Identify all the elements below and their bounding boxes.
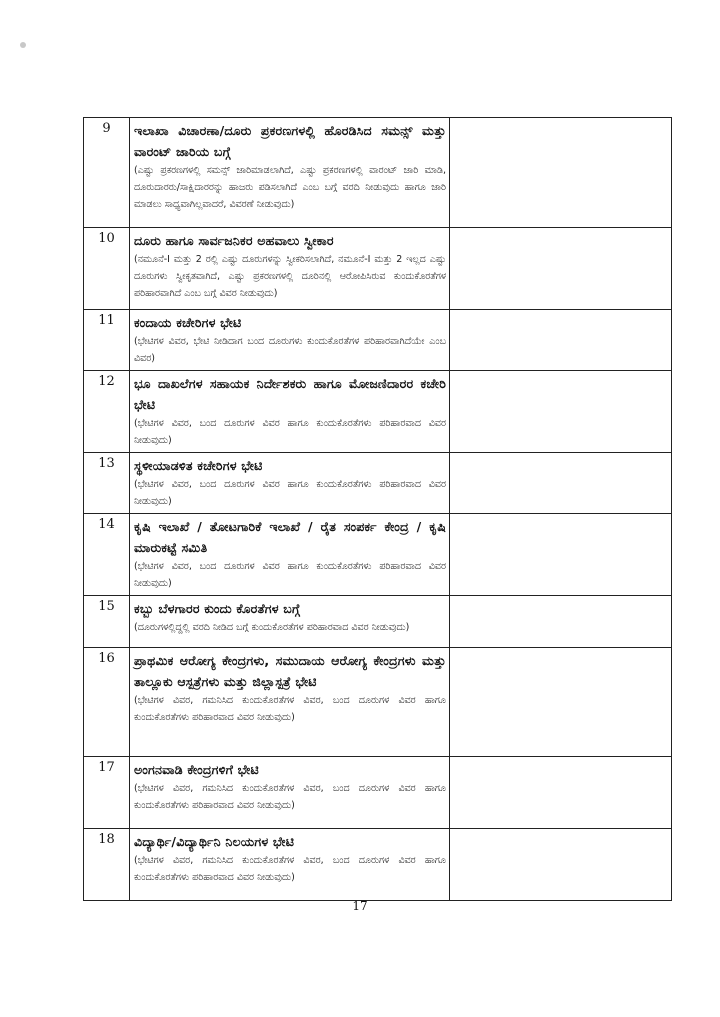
row-description (130, 829, 450, 901)
row-note: (ಭೇಟಿಗಳ ವಿವರ, ಬಂದ ದೂರುಗಳ ವಿವರ ಹಾಗೂ ಕುಂದುಕೊರತೆಗಳು ಪರಿಹಾರವಾದ ವಿವರ ನೀಡುವುದು) (134, 561, 446, 589)
row-number: 18 (84, 829, 130, 901)
row-number: 17 (84, 757, 130, 829)
table-row (84, 514, 672, 596)
table-row (84, 310, 672, 371)
table-row (84, 757, 672, 829)
row-note: (ಭೇಟಿಗಳ ವಿವರ, ಗಮನಿಸಿದ ಕುಂದುಕೊರತೆಗಳ ವಿವರ, ಬಂದ ದೂರುಗಳ ವಿವರ ಹಾಗೂ ಕುಂದುಕೊರತೆಗಳು ಪರಿಹಾರವಾದ ವಿವರ ನೀಡುವುದು) (134, 695, 446, 723)
row-note: (ಎಷ್ಟು ಪ್ರಕರಣಗಳಲ್ಲಿ ಸಮನ್ಸ್ ಜಾರಿಮಾಡಲಾಗಿದೆ, ಎಷ್ಟು ಪ್ರಕರಣಗಳಲ್ಲಿ ವಾರಂಟ್ ಜಾರಿ ಮಾಡಿ, ದೂರುದಾರರು/ಸಾಕ್ಷಿದಾರರನ್ನು ಹಾಜರು ಪಡಿಸಲಾಗಿದೆ ಎಂಬ ಬಗ್ಗೆ ವರದಿ ನೀಡುವುದು ಹಾಗೂ ಜಾರಿ ಮಾಡಲು ಸಾಧ್ಯವಾಗಿಲ್ಲವಾದರೆ, ವಿವರಣೆ ನೀಡುವುದು) (134, 165, 446, 210)
row-description (130, 228, 450, 310)
row-description (130, 371, 450, 453)
row-title: ಇಲಾಖಾ ವಿಚಾರಣಾ/ದೂರು ಪ್ರಕರಣಗಳಲ್ಲಿ ಹೊರಡಿಸಿದ ಸಮನ್ಸ್ ಮತ್ತು ವಾರಂಟ್ ಜಾರಿಯ ಬಗ್ಗೆ (134, 123, 446, 159)
table-row (84, 228, 672, 310)
table-row (84, 371, 672, 453)
row-note: (ನಮೂನೆ-I ಮತ್ತು 2 ರಲ್ಲಿ ಎಷ್ಟು ದೂರುಗಳನ್ನು ಸ್ವೀಕರಿಸಲಾಗಿದೆ, ನಮೂನೆ-I ಮತ್ತು 2 ಇಲ್ಲದ ಎಷ್ಟು ದೂರುಗಳು ಸ್ವೀಕೃತವಾಗಿದೆ, ಎಷ್ಟು ಪ್ರಕರಣಗಳಲ್ಲಿ ದೂರಿನಲ್ಲಿ ಆರೋಪಿಸಿರುವ ಕುಂದುಕೊರತೆಗಳ ಪರಿಹಾರವಾಗಿದೆ ಎಂಬ ಬಗ್ಗೆ ವಿವರ ನೀಡುವುದು) (134, 254, 446, 299)
row-description (130, 118, 450, 228)
row-description (130, 453, 450, 514)
row-note: (ಭೇಟಿಗಳ ವಿವರ, ಬಂದ ದೂರುಗಳ ವಿವರ ಹಾಗೂ ಕುಂದುಕೊರತೆಗಳು ಪರಿಹಾರವಾದ ವಿವರ ನೀಡುವುದು) (134, 479, 446, 507)
remarks-cell (450, 648, 672, 757)
row-description (130, 514, 450, 596)
remarks-cell (450, 596, 672, 648)
remarks-cell (450, 228, 672, 310)
row-number: 11 (84, 310, 130, 371)
row-number: 16 (84, 648, 130, 757)
row-number: 14 (84, 514, 130, 596)
row-title: ಕಂದಾಯ ಕಚೇರಿಗಳ ಭೇಟಿ (134, 315, 242, 330)
row-number: 10 (84, 228, 130, 310)
page-number: 17 (352, 899, 368, 913)
remarks-cell (450, 514, 672, 596)
row-note: (ಭೇಟಿಗಳ ವಿವರ, ಬಂದ ದೂರುಗಳ ವಿವರ ಹಾಗೂ ಕುಂದುಕೊರತೆಗಳು ಪರಿಹಾರವಾದ ವಿವರ ನೀಡುವುದು) (134, 418, 446, 446)
row-description (130, 648, 450, 757)
row-note: (ಭೇಟಿಗಳ ವಿವರ, ಗಮನಿಸಿದ ಕುಂದುಕೊರತೆಗಳ ವಿವರ, ಬಂದ ದೂರುಗಳ ವಿವರ ಹಾಗೂ ಕುಂದುಕೊರತೆಗಳು ಪರಿಹಾರವಾದ ವಿವರ ನೀಡುವುದು) (134, 855, 446, 883)
row-number: 15 (84, 596, 130, 648)
row-description (130, 757, 450, 829)
row-title: ಭೂ ದಾಖಲೆಗಳ ಸಹಾಯಕ ನಿರ್ದೇಶಕರು ಹಾಗೂ ಮೋಜಣಿದಾರರ ಕಚೇರಿ ಭೇಟಿ (134, 376, 446, 412)
row-title: ಅಂಗನವಾಡಿ ಕೇಂದ್ರಗಳಿಗೆ ಭೇಟಿ (134, 762, 259, 777)
punch-hole-mark (20, 42, 26, 48)
table-row (84, 648, 672, 757)
row-title: ದೂರು ಹಾಗೂ ಸಾರ್ವಜನಿಕರ ಅಹವಾಲು ಸ್ವೀಕಾರ (134, 233, 334, 248)
row-title: ಕಬ್ಬು ಬೆಳಗಾರರ ಕುಂದು ಕೊರತೆಗಳ ಬಗ್ಗೆ (134, 601, 301, 616)
remarks-cell (450, 118, 672, 228)
row-title: ಪ್ರಾಥಮಿಕ ಆರೋಗ್ಯ ಕೇಂದ್ರಗಳು, ಸಮುದಾಯ ಆರೋಗ್ಯ ಕೇಂದ್ರಗಳು ಮತ್ತು ತಾಲ್ಲೂಕು ಆಸ್ಪತ್ರೆಗಳು ಮತ್ತು ಜಿಲ್ಲಾಸ್ಪತ್ರೆ ಭೇಟಿ (134, 653, 446, 689)
remarks-cell (450, 757, 672, 829)
row-title: ಸ್ಥಳೀಯಾಡಳಿತ ಕಚೇರಿಗಳ ಭೇಟಿ (134, 458, 263, 473)
remarks-cell (450, 453, 672, 514)
row-description (130, 596, 450, 648)
row-title: ವಿದ್ಯಾರ್ಥಿ/ವಿದ್ಯಾರ್ಥಿನಿ ನಿಲಯಗಳ ಭೇಟಿ (134, 834, 295, 849)
row-note: (ಭೇಟಿಗಳ ವಿವರ, ಗಮನಿಸಿದ ಕುಂದುಕೊರತೆಗಳ ವಿವರ, ಬಂದ ದೂರುಗಳ ವಿವರ ಹಾಗೂ ಕುಂದುಕೊರತೆಗಳು ಪರಿಹಾರವಾದ ವಿವರ ನೀಡುವುದು) (134, 783, 446, 811)
table-row (84, 453, 672, 514)
remarks-cell (450, 829, 672, 901)
table-row (84, 596, 672, 648)
row-title: ಕೃಷಿ ಇಲಾಖೆ / ತೋಟಗಾರಿಕೆ ಇಲಾಖೆ / ರೈತ ಸಂಪರ್ಕ ಕೇಂದ್ರ / ಕೃಷಿ ಮಾರುಕಟ್ಟೆ ಸಮಿತಿ (134, 519, 446, 555)
row-number: 13 (84, 453, 130, 514)
row-description (130, 310, 450, 371)
remarks-cell (450, 371, 672, 453)
inspection-table (83, 117, 672, 901)
row-note: (ದೂರುಗಳಲ್ಲಿದ್ದಲ್ಲಿ ವರದಿ ನೀಡಿದ ಬಗ್ಗೆ ಕುಂದುಕೊರತೆಗಳ ಪರಿಹಾರವಾದ ವಿವರ ನೀಡುವುದು) (134, 622, 410, 633)
remarks-cell (450, 310, 672, 371)
row-note: (ಭೇಟಿಗಳ ವಿವರ, ಭೇಟಿ ನೀಡಿದಾಗ ಬಂದ ದೂರುಗಳು ಕುಂದುಕೊರತೆಗಳ ಪರಿಹಾರವಾಗಿದೆಯೇ ಎಂಬ ವಿವರ) (134, 336, 446, 364)
table-row (84, 829, 672, 901)
row-number: 9 (84, 118, 130, 228)
row-number: 12 (84, 371, 130, 453)
table-row (84, 118, 672, 228)
